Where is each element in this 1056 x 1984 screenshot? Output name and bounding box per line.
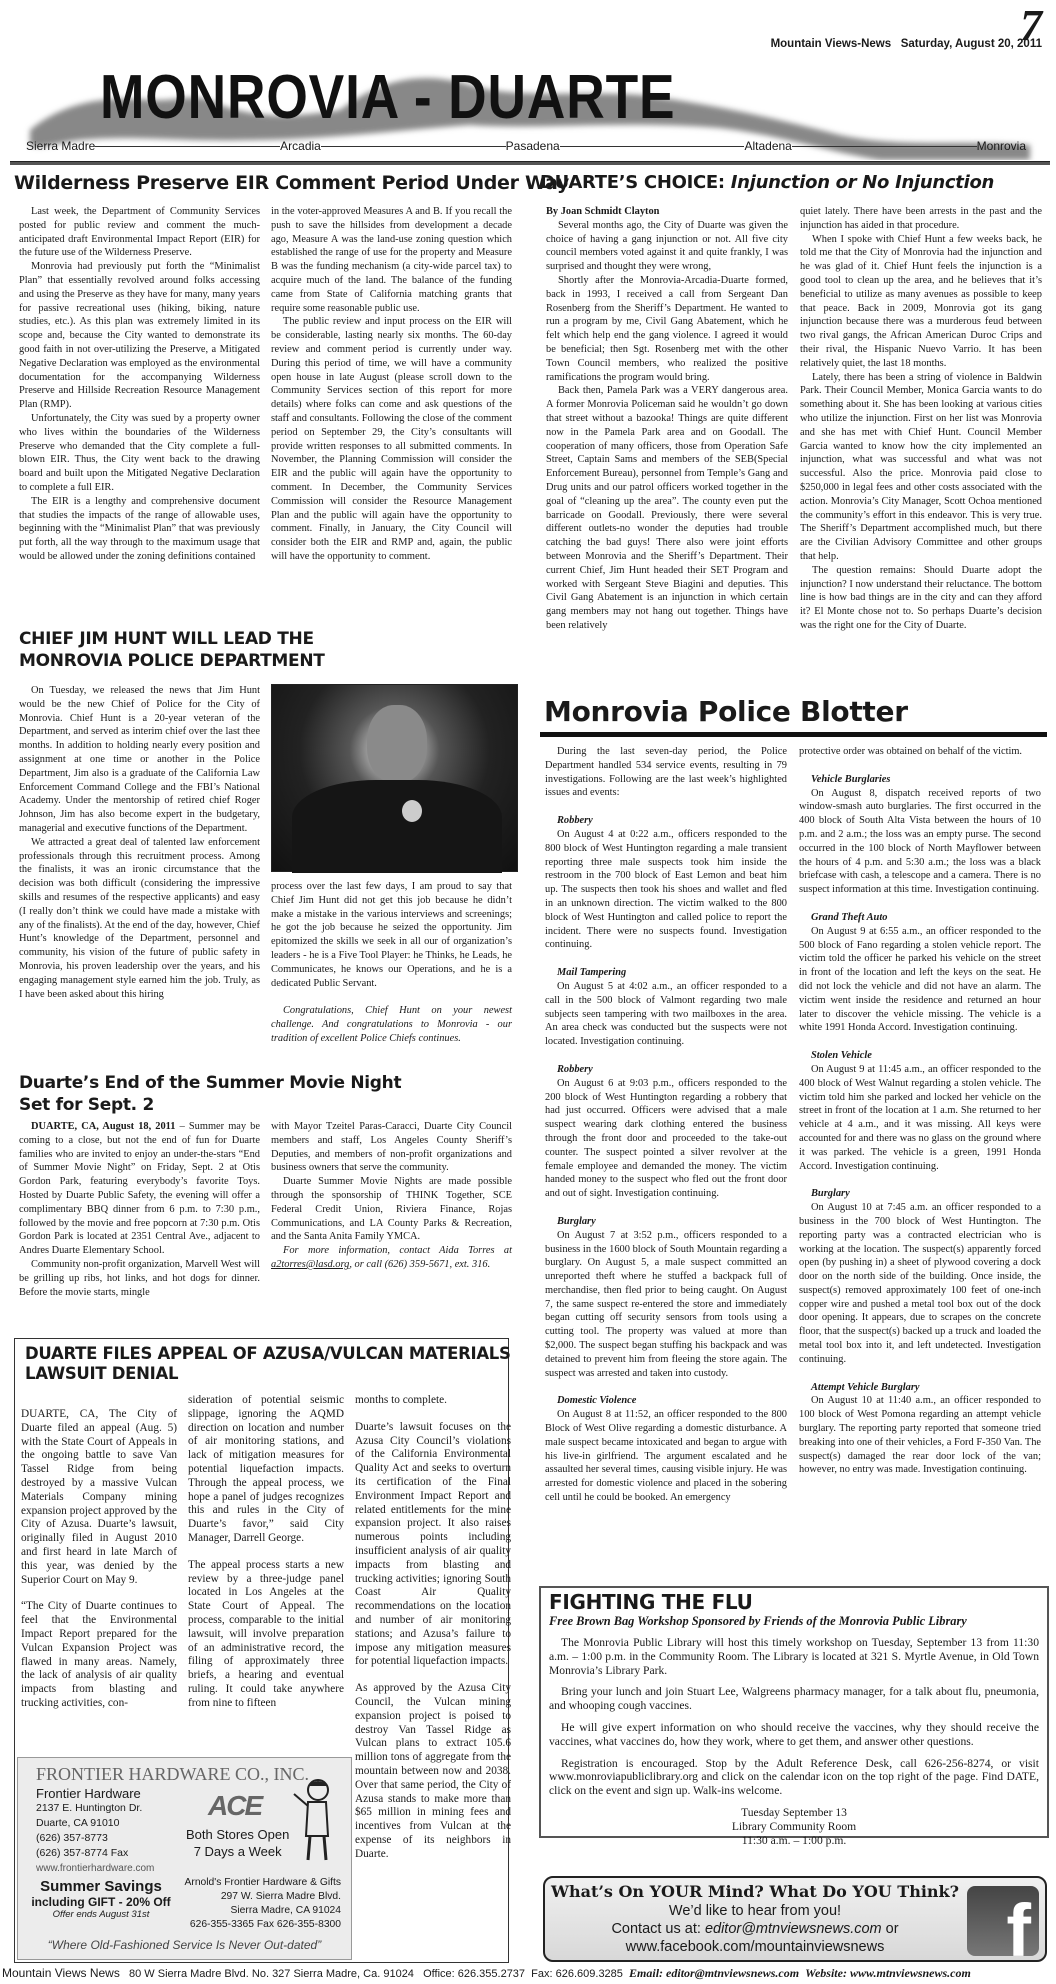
- facebook-icon[interactable]: f: [967, 1886, 1039, 1956]
- flu-workshop-box: [539, 1586, 1049, 1847]
- chief-col-1: On Tuesday, we released the news that Jim Hunt would be the new Chief of Police for the City of Monrovia. Chief Hunt is a 20-year veteran of the Department, and served as interim chief over the last thee months. In addition to holding nearly every position and assignment at one time or another in the Police Department, Jim also is a graduate of the California Law Enforcement Command College and the FBI’s National Academy. Under the mentorship of retired chief Roger Johnson, Jim has also become expert in the budgetary, managerial and executive functions of the Department. We attracted a great deal of talented law enforcement professionals through this recruitment process. Among the finalists, it was an ironic circumstance that the decision was both difficult (considering the impressive skills and resumes of the respective applicants) and easy (I really don’t think we could have made a mistake with any of the finalists). At the end of the day, however, Chief Hunt’s knowledge of the Department, personnel and community, his vision of the future of public safety in Monrovia, his proven leadership over the years, and his engaging management style earned him the job. Truly, as I have been asked about this hiring: [19, 685, 260, 1000]
- footer-website[interactable]: Website: www.mtnviewsnews.com: [805, 1966, 971, 1980]
- masthead-rule: [10, 161, 1050, 165]
- feedback-box: [543, 1876, 1047, 1962]
- facebook-link[interactable]: www.facebook.com/mountainviewsnews: [625, 1939, 885, 1955]
- flu-headline: FIGHTING THE FLU: [549, 1590, 753, 1614]
- blotter-col-1: During the last seven-day period, the Police Department handled 534 service events, resulting in 79 investigations. Following are the last week’s highlighted issues and events: Robbery On August 4 at 0:22 a.m., officers responded to the 800 block of West Huntington regarding a male transient reporting three male suspects took him inside the restroom in the 700 block of East Lemon and beat him up. The suspects then took his shoes and wallet and fled in an unknown direction. The victim walked to the 800 block of West Huntington and called police to report the incident. There were no suspects found. Investigation continuing. Mail Tampering On August 5 at 4:02 a.m., an officer responded to a call in the 500 block of Valmont regarding two male subjects seen tampering with two mailboxes in the area. An area check was conducted but the suspects were not located. Investigation continuing. Robbery On August 6 at 9:03 p.m., officers responded to the 200 block of West Huntington regarding a robbery that had just occurred. Officers were advised that a male suspect wearing dark clothing entered the business through the front door and proceeded to the take-out counter. The suspect pointed a silver revolver at the female employee and demanded the money. The victim handed money to the suspect who fled out the front door and out of sight. Investigation continuing. Burglary On August 7 at 3:52 p.m., officers responded to a business in the 1600 block of South Mountain regarding a burglary. On August 5, a male suspect committed an unreported theft where he stuffed a backpack full of merchandise, then fled prior to being caught. On August 7, the same suspect re-entered the store and immediately began cutting off security sensors from tools using a cutting tool. The property was valued at more than $2,000. The suspect began stuffing his backpack and was detained to prevent him from fleeing the store again. The suspect was arrested and taken into custody. Domestic Violence On August 8 at 11:52, an officer responded to the 800 Block of West Olive regarding a domestic disturbance. A male suspect became intoxicated and began to argue with his live-in girlfriend. The argument escalated and he assaulted her several times, causing visible injury. He was arrested for domestic violence and placed in the sobering cell until he could be booked. An emergency: [545, 746, 787, 1504]
- appeal-col-1: DUARTE, CA, The City of Duarte filed an appeal (Aug. 5) with the State Court of Appeals in the ongoing battle to save Van Tassel Ridge from being destroyed by a massive Vulcan Materials Company mining expansion project approved by the City of Azusa. Duarte’s lawsuit, originally filed in August 2010 and first heard in late March of this year, was denied by the Superior Court on May 9. “The City of Duarte continues to feel that the Environmental Impact Report prepared for the Vulcan Expansion Project was flawed in many areas. Namely, the lack of analysis of air quality impacts from blasting and trucking activities, con-: [21, 1408, 177, 1709]
- appeal-headline: DUARTE FILES APPEAL OF AZUSA/VULCAN MATERIALS LAWSUIT DENIAL: [25, 1344, 511, 1383]
- eir-col-1: Last week, the Department of Community Services posted for public review and comment the much-anticipated draft Environmental Impact Report (EIR) for the future use of the Wilderness Preserve. Monrovia had previously put forth the “Minimalist Plan” that essentially revolved around folks accessing and using the Preserve as they have for many, many years for passive recreational uses (hiking, biking, nature studies, etc.). As this plan was extremely limited in its scope and, because the City wanted to demonstrate its good faith in not over-utilizing the Preserve, a Mitigated Negative Declaration was employed as the environmental documentation for the accompanying Wilderness Preserve and Hillside Recreation Resource Management Plan (RMP). Unfortunately, the City was sued by a property owner who lives within the boundaries of the Wilderness Preserve who demanded that the City complete a full-blown EIR. Thus, the City went back to the drawing board and built upon the Mitigated Negative Declaration to complete a full EIR. The EIR is a lengthy and comprehensive document that studies the impacts of the range of allowable uses, beginning with the “Minimalist Plan” that was previously put forth, all the way through to the maximum usage that would be allowed under the zoning definitions contained: [19, 206, 260, 562]
- movie-col-2: with Mayor Tzeitel Paras-Caracci, Duarte City Council members and staff, Los Angeles County Sheriff’s Deputies, and members of non-profit organizations and business owners that serve the community. Duarte Summer Movie Nights are made possible through the sponsorship of THINK Together, SCE Federal Credit Union, Riviera Finance, Rojas Communications, and LA County Parks & Recreation, and the Santa Anita Family YMCA. For more information, contact Aida Torres at a2torres@lasd.org, or call (626) 359-5671, ext. 316.: [271, 1121, 512, 1270]
- city-bar: [26, 137, 1026, 155]
- badge-shape: [402, 800, 422, 822]
- editor-email-link[interactable]: editor@mtnviewsnews.com: [704, 1921, 882, 1937]
- ad-hours: Both Stores Open 7 Days a Week: [186, 1827, 290, 1859]
- issue-date: Saturday, August 20, 2011: [900, 38, 1042, 50]
- frontier-hardware-ad[interactable]: [17, 1757, 352, 1960]
- injunction-col-2: quiet lately. There have been arrests in the past and the injunction has aided in that procedure. When I spoke with Chief Hunt a few weeks back, he told me that the City of Monrovia had the injunction and he was glad of it. Chief Hunt feels the injunction is a good tool to clean up the area, and he believes that it’s beneficial to utilize as many avenues as possible to keep that peace. Back in 2009, Monrovia got its gang injunction because there was a murderous feud between two rival gangs, the African American Duroc Crips and their rival, the Hispanic Nuevo Varrio. It has been relatively quiet, the last 18 months. Lately, there has been a string of violence in Baldwin Park. Their Council Member, Monica Garcia wants to do something about it. She has been looking at various cities who utilize the injunction. First on her list was Monrovia and she has met with Chief Hunt. Council Member Garcia wanted to know how the city implemented an injunction, what was successful and what was not successful. Also the price. Monrovia paid close to $250,000 in legal fees and other costs associated with the action. Monrovia’s City Manager, Scott Ochoa mentioned the community’s effort in this endeavor. This is very true. The Sheriff’s Department accomplished much, but there are the Civilian Advisory Committee and other groups that help. The question remains: Should Duarte adopt the injunction? I now understand their reluctance. The bottom line is how bad things are in the city and can they afford it? El Monte chose not to. So perhaps Duarte’s decision was the right one for the City of Duarte.: [800, 206, 1042, 631]
- byline: By Joan Schmidt Clayton: [546, 206, 660, 217]
- city-label: Altadena: [744, 139, 792, 153]
- flu-subhead: Free Brown Bag Workshop Sponsored by Friends of the Monrovia Public Library: [549, 1614, 967, 1628]
- city-label: Monrovia: [976, 139, 1027, 153]
- blotter-headline: Monrovia Police Blotter: [544, 695, 908, 728]
- publication-dateline: [771, 38, 1042, 50]
- movie-col-1: DUARTE, CA, August 18, 2011 – Summer may be coming to a close, but not the end of fun for Duarte families who are invited to enjoy an under-the-stars “End of Summer Movie Night” on Friday, Sept. 2 at Otis Gordon Park, featuring everybody’s favorite Toys. Hosted by Duarte Public Safety, the evening will offer a complimentary BBQ dinner from 6 p.m. to 7:30 p.m., followed by the movie and free popcorn at 7:30 p.m. Otis Gordon Park is located at 2351 Central Ave., adjacent to Andres Duarte Elementary School. Community non-profit organization, Marvell West will be grilling up ribs, hot links, and hot dogs for dinner. Before the movie starts, mingle: [19, 1121, 260, 1298]
- footer-office-phone: Office: 626.355.2737: [423, 1968, 526, 1980]
- contact-email-link[interactable]: a2torres@lasd.org: [271, 1258, 350, 1270]
- ad-website: www.frontierhardware.com: [36, 1863, 155, 1874]
- appeal-col-2: sideration of potential seismic slippage, ignoring the AQMD direction on location and number of air monitoring stations, and lack of mitigation measures for potential liquefaction impacts. Through the appeal process, we hope a panel of judges recognizes this and rules in the City of Duarte’s favor,” said City Manager, Darrell George. The appeal process starts a new review by a three-judge panel located in Los Angeles at the State Court of Appeal. The process, comparable to the initial lawsuit, will involve preparation of an administrative record, the filing of approximately three briefs, a hearing and eventual ruling. It could take anywhere from nine to fifteen: [188, 1394, 344, 1709]
- footer-fax: Fax: 626.609.3285: [531, 1968, 623, 1980]
- movie-headline: Duarte’s End of the Summer Movie Night Set for Sept. 2: [19, 1073, 402, 1115]
- flu-body: The Monrovia Public Library will host this timely workshop on Tuesday, September 13 from 11:30 a.m. – 1:00 p.m. in the Community Room. The Library is located at 321 S. Myrtle Avenue, in Old Town Monrovia’s Library Park. Bring your lunch and join Stuart Lee, Walgreens pharmacy manager, for a talk about flu, pneumonia, and whooping cough vaccines. He will give expert information on who should receive the vaccines, why they should receive the vaccines, what vaccines do, how they work, where to get them, and answer other questions. Registration is encouraged. Stop by the Adult Reference Desk, call 626-256-8274, or visit www.monroviapubliclibrary.org and click on the calendar icon on the top right of the page. Find DATE, click on the event and sign up. Walk-ins welcome. Tuesday September 13 Library Community Room 11:30 a.m. – 1:00 p.m.: [549, 1636, 1039, 1847]
- chief-headline: CHIEF JIM HUNT WILL LEAD THE MONROVIA POLICE DEPARTMENT: [19, 629, 325, 671]
- page-number: 7: [1020, 1, 1042, 50]
- injunction-col-1: By Joan Schmidt Clayton Several months ago, the City of Duarte was given the choice of having a gang injunction or not. All five city council members voted against it and quite frankly, I was surprised and thought they were wrong, Shortly after the Monrovia-Arcadia-Duarte formed, back in 1993, I received a call from Sergeant Dan Rosenberg from the Sheriff’s Department. He wanted to run a program by me, Civil Gang Abatement, which he felt which help end the gang violence. I agreed it would be beneficial; then Sgt. Rosenberg met with the other Town Council members, who realized the positive ramifications the program would bring. Back then, Pamela Park was a VERY dangerous area. A former Monrovia Policeman said he wouldn’t go down that street without a bazooka! Things are quite different now in the Pamela Park area and on Goodall. The cooperation of many officers, those from Operation Safe Street, Captain Sams and members of the SEB(Special Enforcement Bureau), personnel from Temple’s Gang and Drug units and our patrol officers worked together in the goal of “cleaning up the area”. The county even put the barricade on Goodall. Previously, there were several different outlets-no wonder the deputies had trouble catching the bad guys! There also were joint efforts between Monrovia and the Sheriff’s Department. Their current Chief, Jim Hunt headed their SET Program and worked with Sergeant Steve Biagini and deputies. This Civil Gang Abatement is an injunction in which certain gang members may not hang out together. Things have been relatively: [546, 206, 788, 631]
- city-label: Pasadena: [505, 139, 560, 153]
- publication-name: Mountain Views-News: [770, 38, 892, 50]
- photo-uniform-shape: [292, 780, 502, 873]
- feedback-body: We’d like to hear from you! Contact us at: editor@mtnviewsnews.com or www.facebook.com/mountainviewsnews: [611, 1903, 899, 1955]
- section-title: MONROVIA - DUARTE: [100, 63, 676, 132]
- blotter-col-2: protective order was obtained on behalf of the victim. Vehicle Burglaries On August 8, dispatch received reports of two window-smash auto burglaries. The first occurred in the 400 block of South Alta Vista between the hours of 10 p.m. and 2 a.m.; the loss was an empty purse. The second occurred in the 100 block of North Mayflower between the hours of 4 p.m. and 5:30 a.m.; the loss was a black briefcase with cash, a telescope and a camera. There is no suspect information at this time. Investigation continuing. Grand Theft Auto On August 9 at 6:55 a.m., an officer responded to the 500 block of Fano regarding a stolen vehicle report. The victim told the officer he parked his vehicle on the street in front of the location and left the keys on the seat. He did not lock the vehicle and did not have an alarm. The victim went inside the residence and returned an hour later to discover the vehicle missing. The vehicle is a white 1991 Honda Accord. Investigation continuing. Stolen Vehicle On August 9 at 11:45 a.m., an officer responded to the 400 block of West Walnut regarding a stolen vehicle. The victim told him she parked and locked her vehicle on the street in front of the location at 1 a.m. She returned to her vehicle at 4 a.m., and it was missing. All keys were accounted for and there was no glass on the ground where it was parked. The vehicle is a green, 1991 Honda Accord. Investigation continuing. Burglary On August 10 at 7:45 a.m. an officer responded to a business in the 700 block of West Huntington. The reporting party was a contracted electrician who is working at the location. The suspect(s) apparently forced open (by pushing in) a sheet of plywood covering a dock door on the north side of the building. Once inside, the suspect(s) removed approximately 100 feet of one-inch copper wire and pushed a metal tool box out of the dock door opening. It appears, due to scrapes on the concrete floor, that the suspect(s) backed up a truck and loaded the metal tool box into it, and left undetected. Investigation continuing. Attempt Vehicle Burglary On August 10 at 11:40 a.m., an officer responded to 100 block of West Pomona regarding an attempt vehicle burglary. The reporting party reported that someone tried breaking into one of their vehicles, a Ford F-350 Van. The suspect(s) damaged the rear door lock of the van; however, no entry was made. Investigation continuing.: [799, 746, 1041, 1476]
- appeal-col-3: months to complete. Duarte’s lawsuit focuses on the Azusa City Council’s violations of the California Environmental Quality Act and seeks to overturn its certification of the Final Environment Impact Report and related entitlements for the mine expansion project. It also raises numerous points including insufficient analysis of air quality impacts from blasting and trucking activities; ignoring South Coast Air Quality recommendations on the location and number of air monitoring stations; and Azusa’s failure to impose any mitigation measures for potential liquefaction impacts. As approved by the Azusa City Council, the Vulcan mining expansion project is poised to destroy Van Tassel Ridge as Vulcan plans to extract 105.6 million tons of aggregate from the mountain between now and 2038. Over that same period, the City of Azusa stands to make more than $65 million in mining fees and incentives from Vulcan at the expense of its neighbors in Duarte.: [355, 1394, 511, 1860]
- city-label: Arcadia: [280, 139, 321, 153]
- page-footer: [0, 1966, 1056, 1981]
- chief-col-2: process over the last few days, I am proud to say that Chief Jim Hunt did not get this job because he didn’t make a mistake in the various interviews and screenings; he got the job because he seized the opportunity. Jim epitomized the skills we seek in all our of organization’s leaders - he is a Five Tool Player: he Thinks, he Leads, he Communicates, he knows our Operations, and he is a dedicated Public Servant. Congratulations, Chief Hunt on your newest challenge. And congratulations to Monrovia - our tradition of excellent Police Chiefs continues.: [271, 881, 512, 1044]
- ad-store1: Frontier Hardware 2137 E. Huntington Dr. Duarte, CA 91010 (626) 357-8773 (626) 357-8774 Fax www.frontierhardware.com: [36, 1786, 155, 1874]
- feedback-headline: What’s On YOUR Mind? What Do YOU Think?: [550, 1882, 960, 1901]
- footer-address: 80 W Sierra Madre Blvd. No. 327 Sierra Madre, Ca. 91024: [129, 1968, 414, 1980]
- ad-promo: Summer Savings including GIFT - 20% Off Offer ends August 31st: [31, 1878, 171, 1920]
- footer-email[interactable]: Email: editor@mtnviewsnews.com: [629, 1966, 800, 1980]
- injunction-headline: DUARTE’S CHOICE: Injunction or No Injunction: [540, 172, 995, 193]
- eir-headline: Wilderness Preserve EIR Comment Period Under Way: [14, 172, 570, 194]
- flu-event-details: Tuesday September 13 Library Community Room 11:30 a.m. – 1:00 p.m.: [731, 1805, 857, 1847]
- hardware-mascot-icon: [290, 1776, 340, 1866]
- eir-col-2: in the voter-approved Measures A and B. If you recall the push to save the hillsides from development a decade ago, Measure A was the land-use zoning question which established the range of use for the property and Measure B was the funding mechanism (a city-wide parcel tax) to acquire much of the land. The balance of the funding came from State of California matching grants that require some reasonable public use. The public review and input process on the EIR will be considerable, lasting nearly six months. The 60-day review and comment period is currently under way. During this period of time, we will have a community open house in late August (please scroll down to the Community Services section of this report for more details) where folks can come and ask questions of the staff and consultants. Following the close of the comment period on September 29, the City’s consultants will provide written responses to all submitted comments. In November, the Planning Commission will consider the EIR and the public will again have the opportunity to comment. In December, the Community Services Commission will consider the Resource Management Plan and the public will again have the opportunity to comment. Finally, in January, the City Council will consider both the EIR and RMP and, again, the public will have the opportunity to comment.: [271, 206, 512, 562]
- footer-publication: Mountain Views News: [2, 1966, 120, 1980]
- photo-face-shape: [367, 705, 427, 783]
- ad-slogan: “Where Old-Fashioned Service Is Never Out-dated”: [47, 1938, 322, 1952]
- movie-dateline: DUARTE, CA, August 18, 2011: [31, 1121, 176, 1132]
- chief-hunt-photo: [271, 684, 518, 872]
- ad-store2: Arnold's Frontier Hardware & Gifts 297 W. Sierra Madre Blvd. Sierra Madre, CA 91024 626-355-3365 Fax 626-355-8300: [184, 1877, 341, 1930]
- ace-logo: ACE: [208, 1790, 262, 1821]
- city-label: Sierra Madre: [26, 139, 96, 153]
- ad-company-name: FRONTIER HARDWARE CO., INC.: [36, 1764, 310, 1784]
- blotter-rule: [540, 732, 1047, 737]
